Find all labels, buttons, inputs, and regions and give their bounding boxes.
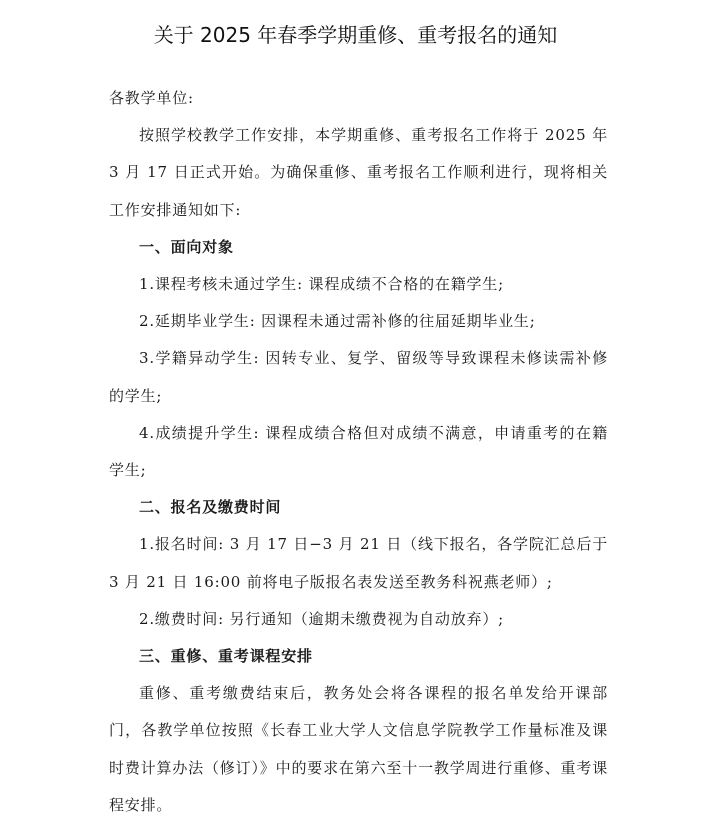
- list-item: 2.延期毕业学生: 因课程未通过需补修的往届延期毕业生;: [139, 312, 536, 331]
- salutation: 各教学单位:: [109, 89, 194, 107]
- section-heading-target-students: 一、面向对象: [139, 237, 234, 256]
- notice-title: 关于 2025 年春季学期重修、重考报名的通知: [153, 23, 558, 48]
- list-item: 3.学籍异动学生: 因转专业、复学、留级等导致课程未修读需补修的学生;: [109, 349, 608, 405]
- list-item: 1.课程考核未通过学生: 课程成绩不合格的在籍学生;: [139, 275, 504, 294]
- list-item: 4.成绩提升学生: 课程成绩合格但对成绩不满意，申请重考的在籍学生;: [109, 423, 608, 480]
- arrangement-paragraph: 重修、重考缴费结束后，教务处会将各课程的报名单发给开课部门，各教学单位按照《长春工业大学人文信息学院教学工作量标准及课时费计算办法（修订）》中的要求在第六至十一教学周进行重修、重考课程安排。: [109, 684, 608, 814]
- list-item: 1.报名时间: 3 月 17 日−3 月 21 日（线下报名，各学院汇总后于 3 月 21 日 16:00 前将电子版报名表发送至教务科祝燕老师）;: [109, 535, 608, 591]
- section-heading-course-arrangement: 三、重修、重考课程安排: [139, 647, 313, 666]
- list-item: 2.缴费时间: 另行通知（逾期未缴费视为自动放弃）;: [139, 609, 504, 628]
- intro-paragraph: 按照学校教学工作安排，本学期重修、重考报名工作将于 2025 年 3 月 17 日正式开始。为确保重修、重考报名工作顺利进行，现将相关工作安排通知如下:: [109, 126, 608, 219]
- section-heading-registration-time: 二、报名及缴费时间: [139, 498, 282, 517]
- notice-body: [109, 80, 608, 824]
